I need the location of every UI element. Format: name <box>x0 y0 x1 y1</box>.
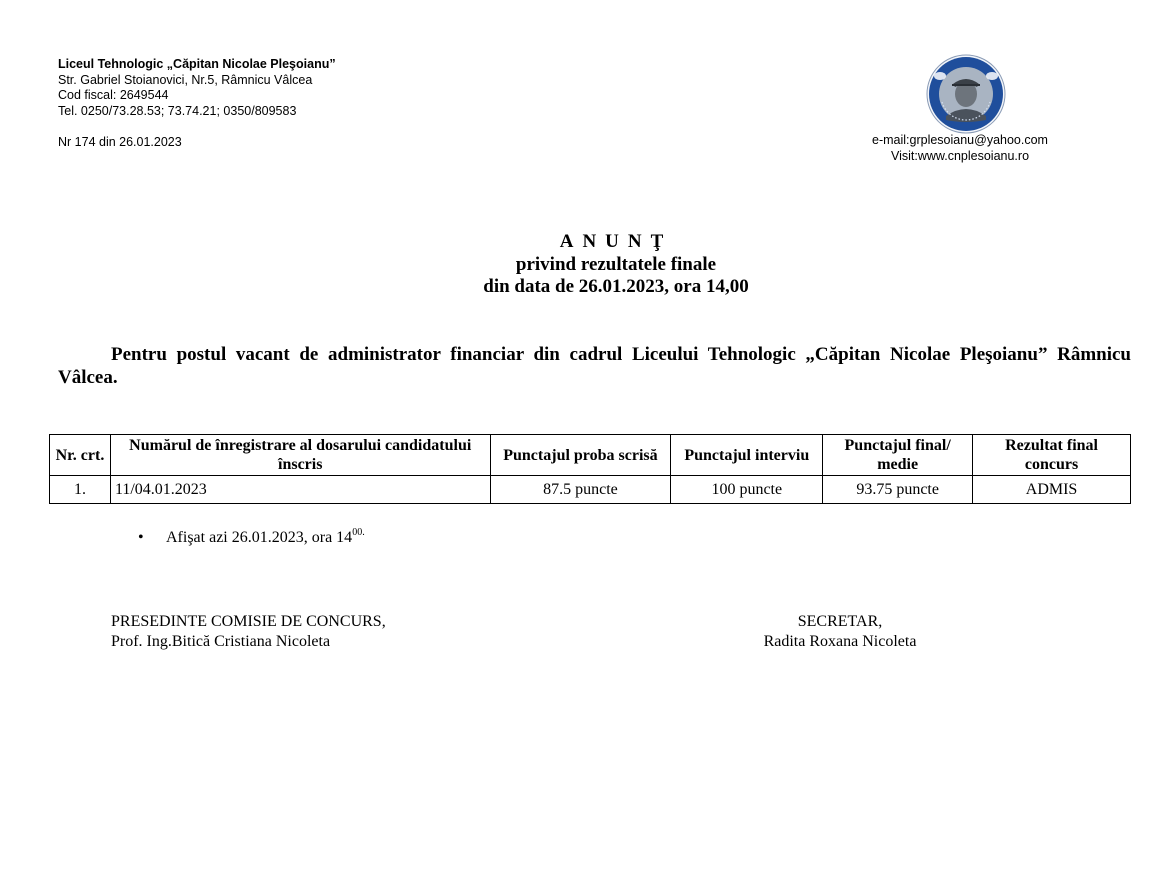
header-final-result: Rezultat final concurs <box>973 435 1131 476</box>
president-role: PRESEDINTE COMISIE DE CONCURS, <box>111 613 386 630</box>
school-name: Liceul Tehnologic „Căpitan Nicolae Pleşoianu” <box>58 57 336 71</box>
header-nr-crt: Nr. crt. <box>50 435 111 476</box>
school-address: Str. Gabriel Stoianovici, Nr.5, Râmnicu Vâlcea <box>58 72 313 87</box>
header-interview-score: Punctajul interviu <box>671 435 823 476</box>
bullet-icon: • <box>138 529 144 546</box>
posted-note-minutes: 00. <box>352 527 365 538</box>
header-written-score: Punctajul proba scrisă <box>490 435 671 476</box>
school-header <box>58 57 336 151</box>
title-subject: privind rezultatele finale <box>515 253 717 275</box>
header-final-score: Punctajul final/ medie <box>823 435 973 476</box>
school-logo <box>926 54 1006 134</box>
secretary-name: Radita Roxana Nicoleta <box>763 633 917 650</box>
secretary-role: SECRETAR, <box>797 613 883 630</box>
header-registration-number: Numărul de înregistrare al dosarului candidatului înscris <box>110 435 490 476</box>
president-signature-block <box>111 612 386 652</box>
phone-numbers: Tel. 0250/73.28.53; 73.74.21; 0350/809583 <box>58 103 297 118</box>
announcement-title <box>0 231 1170 299</box>
table-row <box>50 476 1131 504</box>
secretary-signature-block <box>740 612 940 652</box>
posted-note-text: Afişat azi 26.01.2023, ora 14 <box>166 529 353 546</box>
table-header-row <box>50 435 1131 476</box>
intro-paragraph: Pentru postul vacant de administrator financiar din cadrul Liceului Tehnologic „Căpitan Nicolae Pleşoianu” Râmnicu Vâlcea. <box>58 344 1131 388</box>
president-name: Prof. Ing.Bitică Cristiana Nicoleta <box>111 633 331 650</box>
cell-interview-score: 100 puncte <box>671 476 823 504</box>
cell-final-score: 93.75 puncte <box>823 476 973 504</box>
title-date: din data de 26.01.2023, ora 14,00 <box>483 276 749 297</box>
cell-written-score: 87.5 puncte <box>490 476 671 504</box>
title-anunt: ANUNŢ <box>559 231 673 252</box>
fiscal-code: Cod fiscal: 2649544 <box>58 88 169 102</box>
registration-number: Nr 174 din 26.01.2023 <box>58 135 182 149</box>
cell-registration-number: 11/04.01.2023 <box>110 476 490 504</box>
website-address: Visit:www.cnplesoianu.ro <box>890 148 1030 163</box>
email-address: e-mail:grplesoianu@yahoo.com <box>872 133 1048 147</box>
contact-block <box>840 133 1080 164</box>
cell-nr: 1. <box>50 476 111 504</box>
posted-note <box>138 528 365 548</box>
results-table <box>49 434 1131 504</box>
cell-final-result: ADMIS <box>973 476 1131 504</box>
